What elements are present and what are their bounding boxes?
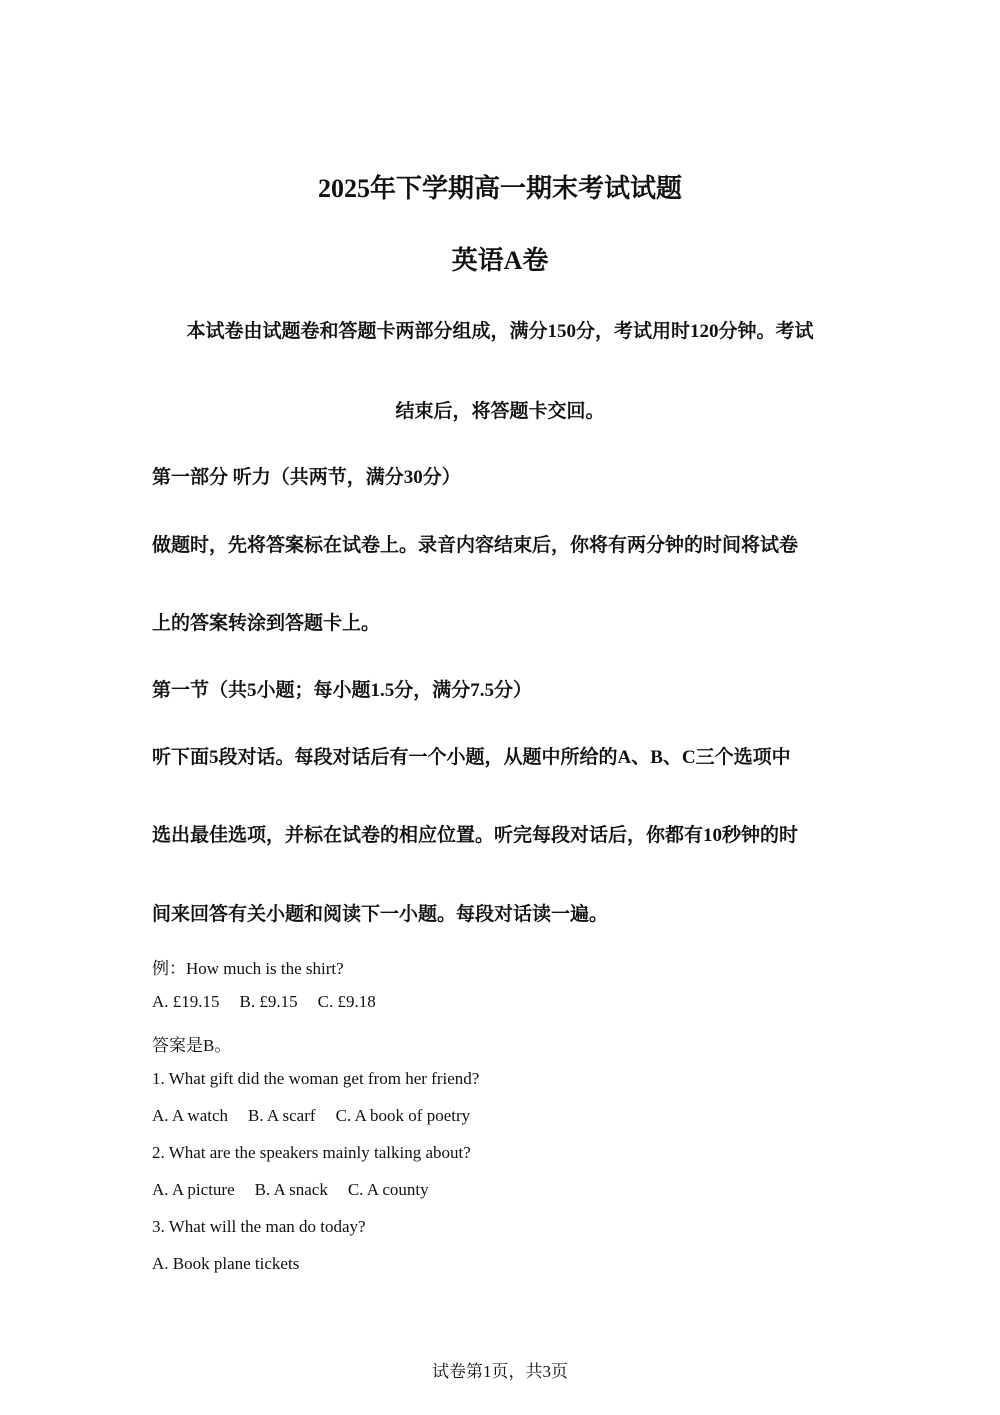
question-3-option-a: A. Book plane tickets bbox=[152, 1254, 300, 1273]
example-option-a: A. £19.15 bbox=[152, 992, 220, 1011]
intro-line-1: 本试卷由试题卷和答题卡两部分组成，满分150分，考试用时120分钟。考试 bbox=[186, 321, 814, 342]
example-option-c: C. £9.18 bbox=[317, 992, 376, 1011]
part1-instruction-line-2: 上的答案转涂到答题卡上。 bbox=[152, 613, 381, 634]
example-option-b: B. £9.15 bbox=[239, 992, 298, 1011]
question-2-option-b: B. A snack bbox=[254, 1180, 328, 1199]
question-1-options bbox=[152, 1106, 490, 1126]
exam-subtitle: 英语A卷 bbox=[451, 246, 549, 275]
question-2-option-a: A. A picture bbox=[152, 1180, 235, 1199]
question-2: 2. What are the speakers mainly talking about? bbox=[152, 1143, 471, 1162]
example-options bbox=[152, 992, 396, 1012]
section1-instruction-line-2: 选出最佳选项，并标在试卷的相应位置。听完每段对话后，你都有10秒钟的时 bbox=[152, 825, 799, 846]
question-1-option-c: C. A book of poetry bbox=[335, 1106, 471, 1125]
question-2-options bbox=[152, 1180, 449, 1200]
question-1-option-a: A. A watch bbox=[152, 1106, 229, 1125]
question-3-options bbox=[152, 1254, 319, 1274]
section1-instruction-line-1: 听下面5段对话。每段对话后有一个小题，从题中所给的A、B、C三个选项中 bbox=[152, 747, 791, 768]
question-1-option-b: B. A scarf bbox=[248, 1106, 316, 1125]
question-3: 3. What will the man do today? bbox=[152, 1217, 366, 1236]
exam-title: 2025年下学期高一期末考试试题 bbox=[317, 174, 682, 203]
question-2-option-c: C. A county bbox=[347, 1180, 429, 1199]
page-footer: 试卷第1页，共3页 bbox=[432, 1362, 568, 1381]
question-1: 1. What gift did the woman get from her friend? bbox=[152, 1069, 480, 1088]
example-answer: 答案是B。 bbox=[152, 1036, 232, 1055]
part1-instruction-line-1: 做题时，先将答案标在试卷上。录音内容结束后，你将有两分钟的时间将试卷 bbox=[152, 535, 799, 556]
section1-instruction-line-3: 间来回答有关小题和阅读下一小题。每段对话读一遍。 bbox=[152, 904, 609, 925]
section1-heading: 第一节（共5小题；每小题1.5分，满分7.5分） bbox=[152, 680, 533, 701]
part1-heading: 第一部分 听力（共两节，满分30分） bbox=[152, 467, 461, 488]
example-question: 例：How much is the shirt? bbox=[152, 959, 344, 978]
intro-line-2: 结束后，将答题卡交回。 bbox=[395, 401, 605, 422]
